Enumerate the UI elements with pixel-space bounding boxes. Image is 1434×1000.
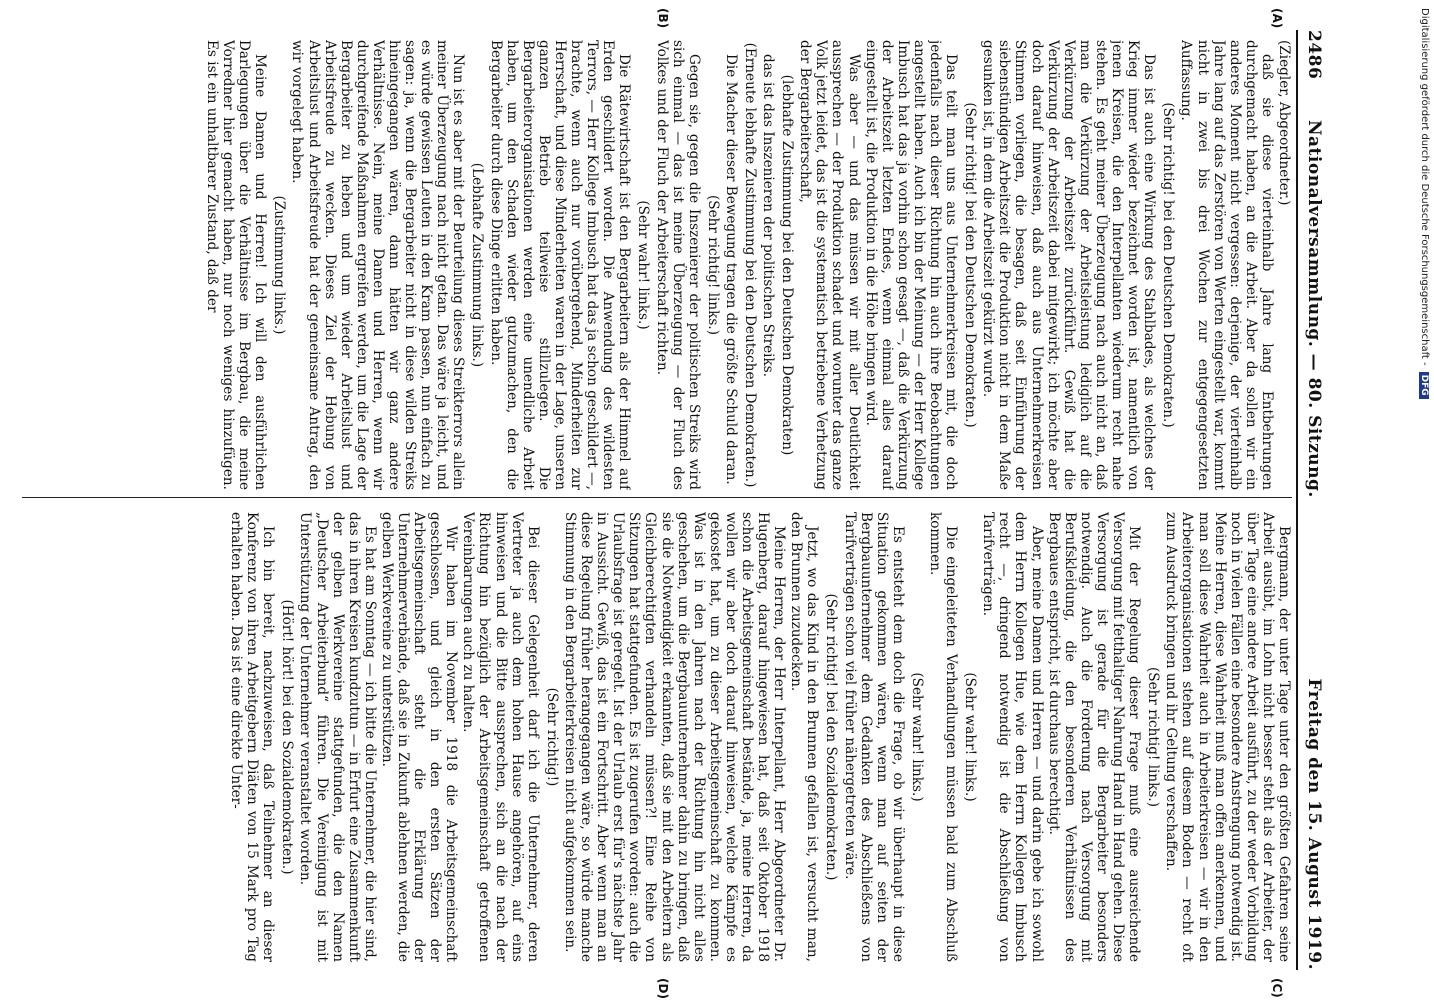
interjection-note: (Sehr richtig! links.) — [704, 194, 721, 336]
interjection-note: (Erneute lebhafte Zustimmung bei den Deutschen Demokraten.) — [742, 42, 758, 488]
page-header — [1300, 30, 1330, 970]
body-paragraph: Es entsteht dem doch die Frage, ob wir überhaupt in diese Situation gekommen wären, wenn man auf seiten der Bergbauunternehmer dem Gedanken des Abschließens von Tarifverträgen schon viel früher nähergetreten wäre. — [841, 512, 906, 962]
body-paragraph: Meine Damen und Herren! Ich will den ausführlichen Darlegungen über die Verhältnisse im Bergbau, die meine Vorredner hier gemacht haben, nur noch weniges hinzufügen. Es ist ein unhaltbarer Zustand, daß der — [204, 40, 269, 490]
body-paragraph: Ich bin bereit, nachzuweisen, daß Teilnehmer an dieser Konferenz von ihren Arbeitgebern Diäten von 15 Mark pro Tag erhalten haben. Das ist eine direkte Unter- — [228, 512, 277, 962]
body-paragraph: Jetzt, wo das Kind in den Brunnen gefallen ist, versucht man, den Brunnen zuzudecken. — [788, 512, 821, 962]
interjection-note: (Hört! hört! bei den Sozialdemokraten.) — [279, 599, 296, 875]
body-paragraph: Bei dieser Gelegenheit darf ich die Unternehmer, deren Vertreter ja auch dem hohen Hause angehören, auf eins hinweisen und die Bitte aussprechen, sich an die nach der Richtung hin bezüglich der Arbeitsgemeinschaft getroffenen Vereinbarungen auch zu halten. — [460, 512, 541, 962]
right-text-column — [22, 512, 1292, 962]
speaker-line: (Ziegler, Abgeordneter.) — [1276, 40, 1292, 206]
body-paragraph: Das ist auch eine Wirkung des Stahlbades, als welches der Krieg immer wieder bezeichnet worden ist, namentlich von jenen Kreisen, die den Interpellanten wiederum recht nahe stehen. Es geht meiner Überzeugung nach auch nicht an, daß man die Verkürzung der Arbeitsleistung lediglich auf die Verkürzung der Arbeitszeit zurückführt. Gewiß hat die Verkürzung der Arbeitszeit dabei mitgewirkt; ich möchte aber doch darauf hinweisen, daß auch aus Unternehmerkreisen Stimmen vorliegen, die besagen, daß seit Einführung der siebenstündigen Arbeitszeit die Produktion nicht in dem Maße gesunken ist, in dem die Arbeitszeit gekürzt wurde. — [980, 40, 1158, 490]
interjection-note: (Sehr richtig! links.) — [1145, 666, 1162, 808]
interjection-note: (Sehr wahr! links.) — [908, 672, 925, 802]
credit-text: Digitalisierung gefördert durch die Deutsche Forschungsgemeinschaft - — [1419, 8, 1430, 366]
body-paragraph: Mit der Regelung dieser Frage muß eine ausreichende Versorgung mit fetthaltiger Nahrung Hand in Hand gehen. Diese Versorgung ist gerade für die Bergarbeiter besonders notwendig. Auch die Forderung nach Versorgung mit Berufskleidung, die den besonderen Verhältnissen des Bergbaues entspricht, ist durchaus berechtigt. — [1045, 512, 1143, 962]
interjection-note: (Lebhafte Zustimmung links.) — [469, 162, 486, 368]
interjection-note: (lebhafte Zustimmung bei den Deutschen Demokraten) — [779, 74, 796, 456]
body-paragraph: Aber, meine Damen und Herren — und darin gebe ich sowohl dem Herrn Kollegen Hue, wie dem Herrn Kollegen Imbusch recht —, dringend notwendig ist die Abschließung von Tarifverträgen. — [980, 512, 1045, 962]
margin-marker-a: (A) — [1270, 8, 1284, 29]
dfg-logo: DFG — [1419, 372, 1429, 399]
body-paragraph: Bergmann, der unter Tage unter den größten Gefahren seine Arbeit ausübt, im Lohn nicht besser steht als der Arbeiter, der über Tage eine andere Arbeit ausführt, zu der weder Vorbildung noch in vielen Fällen eine besondere Anstrengung notwendig ist. Meine Herren, diese Wahrheit muß man offen anerkennen, und man soll diese Wahrheit auch in Arbeiterkreisen — wir in den Arbeiterorganisationen stehen auf diesem Boden — recht oft zum Ausdruck bringen und ihr Geltung verschaffen. — [1163, 512, 1292, 962]
body-paragraph: Meine Herren, der Herr Interpellant, Herr Abgeordneter Dr. Hugenberg, darauf hingewiesen hat, daß seit Oktober 1918 schon die Arbeitsgemeinschaft bestände, ja, meine Herren, da wollen wir aber doch darauf hinweisen, welche Kämpfe es gekostet hat, um zu dieser Arbeitsgemeinschaft zu kommen. Was ist in den Jahren nach der Richtung hin nicht alles geschehen, um die Bergbauunternehmer dahin zu bringen, daß sie die Notwendigkeit erkannten, daß sie mit den Arbeitern als Gleichberechtigten verhandeln müssen?! Eine Reihe von Sitzungen hat stattgefunden. Es ist zugerufen worden: auch die Urlaubsfrage ist geregelt. Ist der Urlaub erst für's nächste Jahr in Aussicht. Gewiß, das ist ein Fortschritt. Aber wenn man an diese Regelung früher herangegangen wäre, so würde manche Stimmung in den Bergarbeiterkreisen nicht aufgekommen sein. — [561, 512, 788, 962]
interjection-note: (Sehr richtig! bei den Deutschen Demokraten.) — [1160, 102, 1177, 428]
body-paragraph: daß sie diese vierteinhalb Jahre lang Entbehrungen durchgemacht haben, an die Arbeit. Aber da sollen wir ein anderes Moment nicht vergessen: derjenige, der vierteinhalb Jahre lang auf das Zerstören von Werten eingestellt war, kommt nicht in zwei bis drei Wochen zur entgegengesetzten Auffassung. — [1178, 40, 1275, 490]
interjection-note: (Zustimmung links.) — [271, 195, 288, 335]
interjection-note: (Sehr richtig!) — [543, 687, 560, 787]
column-divider — [22, 497, 1292, 498]
interjection-note: (Sehr richtig! bei den Sozialdemokraten.) — [823, 593, 840, 881]
interjection-note: (Sehr wahr! links.) — [635, 200, 652, 330]
body-paragraph: Die Rätewirtschaft ist den Bergarbeitern als der Himmel auf Erden geschildert worden. Die Anwendung des wildesten Terrors, — Herr Kollege Imbusch hat das ja schon geschildert —, brachte, wenn auch nur vorübergehend, Minderheiten zur Herrschaft, und diese Minderheiten waren in der Lage, unseren ganzen Betrieb teilweise stillzulegen. Die Bergarbeiterorganisationen werden eine unendliche Arbeit haben, um den Schaden wieder gutzumachen, den die Bergarbeiter durch diese Dinge erlitten haben. — [487, 40, 633, 490]
interjection-note: (Sehr richtig! bei den Deutschen Demokraten.) — [962, 102, 979, 428]
body-paragraph: Das teilt man uns aus Unternehmerkreisen mit, die doch jedenfalls nach dieser Richtung hin auch ihre Beobachtungen angestellt haben. Auch ich bin der Meinung — der Herr Kollege Imbusch hat das ja vorhin schon gesagt —, daß die Verkürzung der Arbeitszeit letzten Endes, wenn einmal alles darauf eingestellt ist, die Produktion in die Höhe bringen wird. — [862, 40, 960, 490]
session-date: Freitag den 15. August 1919. — [1304, 678, 1324, 970]
margin-marker-b: (B) — [656, 8, 670, 29]
left-text-column — [22, 40, 1292, 490]
body-paragraph: Die eingeleiteten Verhandlungen müssen bald zum Abschluß kommen. — [927, 512, 960, 962]
margin-marker-c: (C) — [1270, 978, 1284, 998]
margin-marker-d: (D) — [656, 978, 670, 999]
body-paragraph: Die Macher dieser Bewegung tragen die größte Schuld daran. — [722, 54, 739, 485]
header-rule — [1296, 30, 1298, 970]
page-title: Nationalversammlung. — 80. Sitzung. — [1304, 120, 1324, 498]
interjection-note: (Sehr wahr! links.) — [962, 672, 979, 802]
body-paragraph: Es hat am Sonntag — ich bitte die Unternehmer, die hier sind, das in ihren Kreisen kundzutun — in Erfurt eine Zusammenkunft der gelben Werkvereine stattgefunden, die den Namen „Deutscher Arbeiterbund“ führen. Die Vereinigung ist mit Unterstützung der Unternehmer veranstaltet worden. — [297, 512, 378, 962]
page-number: 2486 — [1304, 30, 1324, 80]
body-paragraph: Wir haben im November 1918 die Arbeitsgemeinschaft geschlossen, und gleich in den ersten Sätzen der Arbeitsgemeinschaft steht die Erklärung der Unternehmerverbände, daß sie in Zukunft ablehnen werden, die gelben Werkvereine zu unterstützen. — [378, 512, 460, 962]
digitization-credit — [1412, 4, 1432, 994]
body-paragraph: Gegen sie, gegen die Inszenierer der politischen Streiks wird sich einmal — das ist meine Überzeugung — der Fluch des Volkes und der Fluch der Arbeiterschaft richten. — [653, 40, 702, 490]
body-paragraph: das ist das Inszenieren der politischen Streiks. — [760, 54, 777, 378]
body-paragraph: Was aber — und das müssen wir mit aller Deutlichkeit aussprechen — der Produktion schadet und worunter das ganze Volk jetzt leidet, das ist die systematisch betriebene Verhetzung der Bergarbeiterschaft, — [797, 40, 862, 490]
body-paragraph: Nun ist es aber mit der Beurteilung dieses Streikterrors allein meiner Überzeugung nach nicht getan. Das wäre ja leicht, und es würde gewissen Leuten in den Kram passen, nun einfach zu sagen: ja, wenn die Bergarbeiter nicht in diese wilden Streiks hineingegangen wären, dann hätten wir ganz andere Verhältnisse. Nein, meine Damen und Herren, wenn wir durchgreifende Maßnahmen ergreifen werden, um die Lage der Bergarbeiter zu heben und um wieder Arbeitslust und Arbeitsfreude zu wecken. Dieses Ziel der Hebung von Arbeitslust und Arbeitsfreude hat der gemeinsame Antrag, den wir vorgelegt haben. — [289, 40, 467, 490]
